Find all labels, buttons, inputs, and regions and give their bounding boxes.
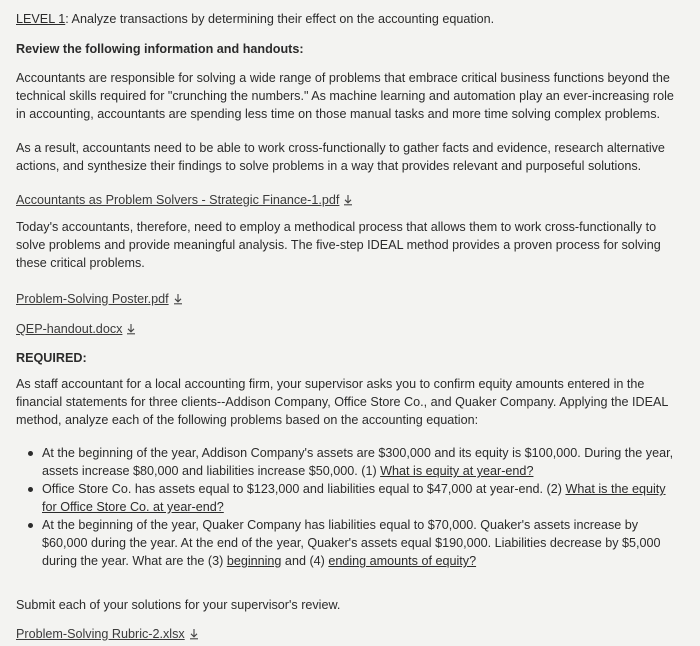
question-1: What is equity at year-end? bbox=[380, 464, 534, 478]
text-line: in accounting, accountants are spending less time on those manual tasks and more time solving complex problems. bbox=[16, 107, 661, 121]
problem-solving-poster-link[interactable]: Problem-Solving Poster.pdf bbox=[16, 292, 169, 306]
required-heading: REQUIRED: bbox=[16, 351, 87, 365]
text-line: $60,000 during the year. At the end of the year, Quaker's assets equal $190,000. Liabilities decrease by $5,000 bbox=[42, 536, 661, 550]
bullet-icon bbox=[28, 487, 33, 492]
text-line: As a result, accountants need to be able to work cross-functionally to gather facts and evidence, research alternative bbox=[16, 141, 665, 155]
poster-link-row bbox=[16, 290, 694, 308]
text-line bbox=[42, 480, 694, 498]
list-item bbox=[16, 516, 694, 570]
text-line: financial statements for three clients--Addison Company, Office Store Co., and Quaker Company. Applying the IDEAL bbox=[16, 395, 669, 409]
level-description: : Analyze transactions by determining their effect on the accounting equation. bbox=[65, 12, 495, 26]
text-line: method, analyze each of the following problems based on the accounting equation: bbox=[16, 413, 479, 427]
text-span: during the year. What are the (3) bbox=[42, 554, 227, 568]
text-span: Office Store Co. has assets equal to $123,000 and liabilities equal to $47,000 at year-end. (2) bbox=[42, 482, 566, 496]
list-item bbox=[16, 480, 694, 516]
text-line: technical skills required for "crunching the numbers." As machine learning and automation play an ever-increasing role bbox=[16, 89, 674, 103]
level-heading bbox=[16, 10, 694, 28]
strategic-finance-link-row bbox=[16, 191, 694, 209]
submit-instructions: Submit each of your solutions for your supervisor's review. bbox=[16, 598, 341, 612]
task-paragraph bbox=[16, 375, 694, 429]
download-icon[interactable] bbox=[172, 293, 184, 305]
strategic-finance-pdf-link[interactable]: Accountants as Problem Solvers - Strategic Finance-1.pdf bbox=[16, 193, 340, 207]
rubric-link-row bbox=[16, 625, 694, 643]
text-line: solve problems and provide meaningful analysis. The five-step IDEAL method provides a proven process for solving bbox=[16, 238, 661, 252]
text-line bbox=[42, 462, 694, 480]
question-3: beginning bbox=[226, 554, 282, 568]
ideal-method-paragraph bbox=[16, 218, 694, 272]
text-line: At the beginning of the year, Quaker Company has liabilities equal to $70,000. Quaker's assets increase by bbox=[42, 518, 639, 532]
review-heading: Review the following information and handouts: bbox=[16, 42, 304, 56]
download-icon[interactable] bbox=[342, 194, 354, 206]
text-span: assets increase $80,000 and liabilities increase $50,000. (1) bbox=[42, 464, 381, 478]
text-span: and (4) bbox=[281, 554, 329, 568]
list-item bbox=[16, 444, 694, 480]
bullet-icon bbox=[28, 523, 33, 528]
text-line: Accountants are responsible for solving a wide range of problems that embrace critical business functions beyond the bbox=[16, 71, 670, 85]
download-icon[interactable] bbox=[125, 323, 137, 335]
problem-solving-rubric-link[interactable]: Problem-Solving Rubric-2.xlsx bbox=[16, 627, 185, 641]
question-2-part: What is the equity bbox=[565, 482, 666, 496]
text-line: As staff accountant for a local accounting firm, your supervisor asks you to confirm equity amounts entered in the bbox=[16, 377, 645, 391]
question-4: ending amounts of equity? bbox=[328, 554, 477, 568]
cross-functional-paragraph bbox=[16, 139, 694, 175]
text-line: these critical problems. bbox=[16, 256, 145, 270]
download-icon[interactable] bbox=[188, 628, 200, 640]
text-line: At the beginning of the year, Addison Company's assets are $300,000 and its equity is $100,000. During the year, bbox=[42, 446, 674, 460]
problem-list bbox=[16, 444, 694, 570]
qep-handout-link[interactable]: QEP-handout.docx bbox=[16, 322, 123, 336]
qep-link-row bbox=[16, 320, 694, 338]
text-line: actions, and synthesize their findings to solve problems in a way that provides relevant and purposeful solutions. bbox=[16, 159, 642, 173]
intro-paragraph bbox=[16, 69, 694, 123]
bullet-icon bbox=[28, 451, 33, 456]
level-label: LEVEL 1 bbox=[16, 12, 66, 26]
question-2-part: for Office Store Co. at year-end? bbox=[42, 500, 224, 514]
text-line: Today's accountants, therefore, need to employ a methodical process that allows them to work cross-functionally to bbox=[16, 220, 657, 234]
text-line bbox=[42, 552, 694, 570]
